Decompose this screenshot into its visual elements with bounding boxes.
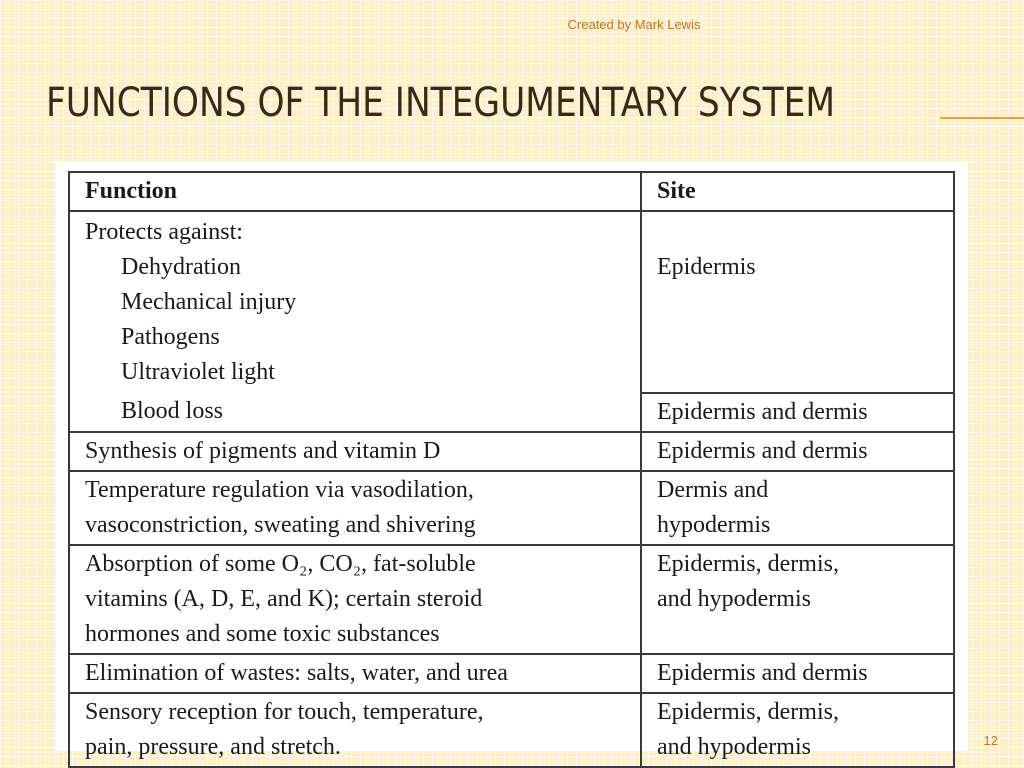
function-line: Synthesis of pigments and vitamin D (85, 438, 441, 464)
site-cell (641, 211, 954, 393)
header-function: Function (69, 172, 641, 211)
site-line: Epidermis, dermis, (657, 551, 839, 577)
slide-credit: Created by Mark Lewis (567, 17, 701, 32)
table-row (69, 693, 954, 767)
title-underline (940, 117, 1024, 119)
table-row (69, 393, 954, 432)
function-line: vasoconstriction, sweating and shivering (85, 512, 476, 538)
site-line: Epidermis, dermis, (657, 699, 839, 725)
header-site: Site (641, 172, 954, 211)
function-cell (69, 471, 641, 545)
protects-item: Blood loss (121, 398, 224, 424)
function-line: Absorption of some O₂, CO₂, fat-soluble (85, 551, 476, 577)
site-line: Dermis and (657, 477, 769, 503)
protects-intro: Protects against: (85, 219, 243, 245)
site-cell (641, 432, 954, 471)
function-line: hormones and some toxic substances (85, 621, 440, 647)
table-row (69, 471, 954, 545)
function-line: Temperature regulation via vasodilation, (85, 477, 474, 503)
protects-item: Ultraviolet light (121, 359, 275, 385)
functions-table (68, 171, 955, 768)
site-cell (641, 654, 954, 693)
site-line: and hypodermis (657, 586, 811, 612)
function-cell (69, 654, 641, 693)
table-row (69, 211, 954, 393)
function-line: vitamins (A, D, E, and K); certain steroid (85, 586, 483, 612)
site-line: hypodermis (657, 512, 771, 538)
table-row (69, 654, 954, 693)
protects-item: Mechanical injury (121, 289, 297, 315)
site-line: and hypodermis (657, 734, 811, 760)
function-line: Elimination of wastes: salts, water, and urea (85, 660, 508, 686)
function-cell (69, 545, 641, 654)
protects-item: Dehydration (121, 254, 241, 280)
table-header-row (69, 172, 954, 211)
table-row (69, 545, 954, 654)
table-figure (56, 161, 968, 760)
function-line: Sensory reception for touch, temperature, (85, 699, 484, 725)
slide-title: FUNCTIONS OF THE INTEGUMENTARY SYSTEM (46, 80, 836, 126)
function-cell (69, 693, 641, 767)
function-cell (69, 393, 641, 432)
protects-item: Pathogens (121, 324, 220, 350)
site-cell (641, 545, 954, 654)
site-cell (641, 693, 954, 767)
site-line: Epidermis and dermis (657, 438, 868, 464)
table-row (69, 432, 954, 471)
site-text: Epidermis and dermis (657, 399, 868, 425)
site-cell (641, 471, 954, 545)
function-cell (69, 211, 641, 393)
site-cell (641, 393, 954, 432)
function-line: pain, pressure, and stretch. (85, 734, 341, 760)
site-text: Epidermis (657, 254, 756, 280)
page-number: 12 (983, 733, 998, 748)
function-cell (69, 432, 641, 471)
site-line: Epidermis and dermis (657, 660, 868, 686)
